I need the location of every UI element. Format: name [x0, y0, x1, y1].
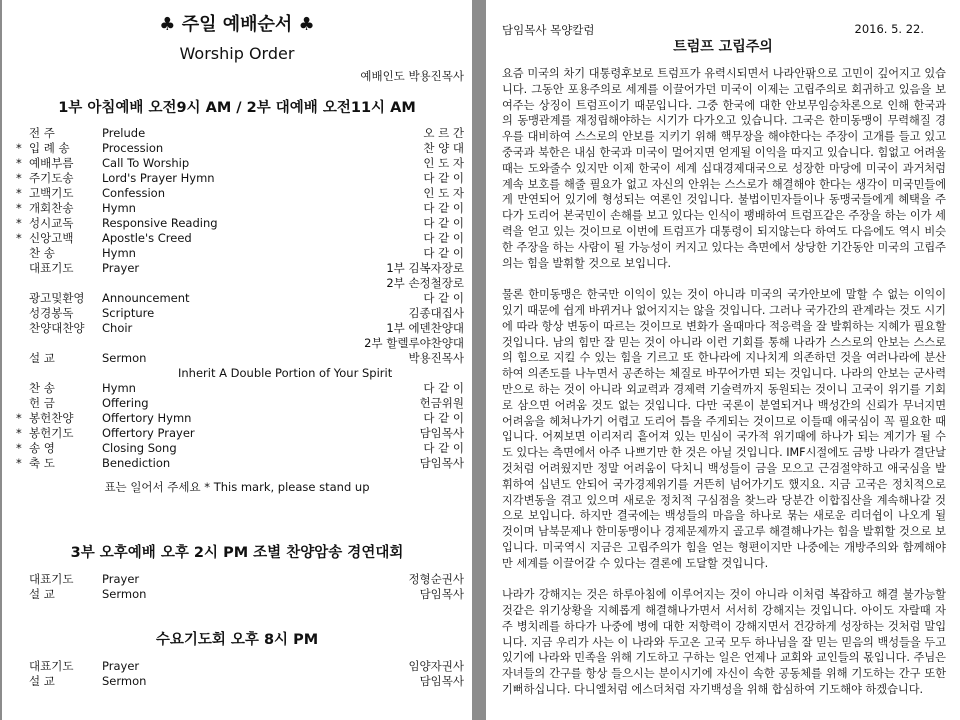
order-item	[2, 456, 472, 471]
order-item-leader: 임양자권사	[408, 659, 464, 673]
column-paragraph: 요즘 미국의 차기 대통령후보로 트럼프가 유력시되면서 나라안팎으로 고민이 깊어지고 있습니다. 그동안 포용주의로 세계를 이끌어가던 미국이 이제는 고립주의로 회귀하고 있음을 보여주는 상징이 트럼프이기 때문입니다. 그중 한국에 대한 안보무임승차론으로 인해 한국과의 동맹관계를 재정립해야하는 시기가 다가오고 있습니다. 그국은 한미동맹이 무력해질 경우를 대비하여 스스로의 안보를 지키기 위해 핵무장을 해야한다는 주장이 고개를 들고 있고 중국과 북한은 내심 한국과 미국이 멀어지면 얻게될 이익을 따지고 있습니다. 힘없고 어려울때는 도와줄수 있지만 이제 한국이 세계 십대경제대국으로 성장한 마당에 미국이 과거처럼 계속 보호를 해줄 필요가 없고 자신의 안위는 스스로가 해결해야 한다는 생각이 미국민들에게 만연되어 있기에 형성되는 여론인 것입니다. 불법이민자들이나 동맹국들에게 혜택을 주다가 도리어 본국민이 손해를 보고 있다는 인식이 팽배하여 트럼프같은 주장을 하는 이가 세력을 얻고 있는 것이므로 이번에 트럼프가 대통령이 되지않는다 하여도 다음에도 역시 비슷한 주장을 하는 사람이 될 가능성이 커지고 있다는 측면에서 상당한 기간동안 미국의 고립주의는 힘을 발휘할 것으로 보입니다.	[502, 67, 946, 270]
column-title: 트럼프 고립주의	[673, 39, 773, 55]
order-item-english-name: Prayer	[102, 659, 140, 673]
order-item	[2, 572, 472, 587]
order-item-korean-name: 성경봉독	[29, 306, 74, 320]
order-item-english-name: Hymn	[102, 201, 136, 215]
order-item-leader: 헌금위원	[419, 396, 464, 410]
order-item-leader: 인 도 자	[423, 186, 464, 200]
order-item-english-name: Closing Song	[102, 441, 177, 455]
stand-mark: *	[16, 186, 22, 200]
order-item	[2, 396, 472, 411]
order-item-english-name: Prayer	[102, 572, 140, 586]
order-item	[2, 441, 472, 456]
order-item-english-name: Announcement	[102, 291, 190, 305]
order-item-english-name: Apostle's Creed	[102, 231, 192, 245]
order-item-leader-second: 2부 할렐루야찬양대	[364, 336, 464, 350]
order-item	[2, 246, 472, 261]
order-item	[2, 216, 472, 231]
order-item	[2, 141, 472, 156]
order-item-korean-name: 대표기도	[29, 572, 74, 586]
sermon-english-title: Inherit A Double Portion of Your Spirit	[178, 366, 393, 380]
stand-mark: *	[16, 171, 22, 185]
stand-mark: *	[16, 411, 22, 425]
order-item-korean-name: 대표기도	[29, 261, 74, 275]
order-item-leader: 다 같 이	[423, 216, 464, 230]
column-header: 담임목사 목양칼럼	[502, 23, 595, 37]
order-item-leader: 담임목사	[419, 426, 464, 440]
stand-mark: *	[16, 426, 22, 440]
service4-heading: 수요기도회 오후 8시 PM	[155, 632, 319, 648]
order-item-english-name: Offertory Hymn	[102, 411, 192, 425]
order-item-leader: 박용진목사	[408, 351, 464, 365]
order-item-english-name: Responsive Reading	[102, 216, 218, 230]
order-item-leader: 다 같 이	[423, 291, 464, 305]
order-item-english-name: Prelude	[102, 126, 146, 140]
order-item-korean-name: 헌 금	[29, 396, 55, 410]
order-item	[2, 186, 472, 201]
worship-order-title: ♣ 주일 예배순서 ♣	[159, 14, 315, 35]
order-item-korean-name: 고백기도	[29, 186, 74, 200]
worship-leader-line: 예배인도 박용진목사	[360, 69, 464, 83]
order-item-leader: 1부 김복자장로	[386, 261, 464, 275]
order-item-english-name: Offering	[102, 396, 149, 410]
order-item	[2, 171, 472, 186]
order-item	[2, 126, 472, 141]
order-item-leader: 다 같 이	[423, 411, 464, 425]
column-paragraph: 물론 한미동맹은 한국만 이익이 있는 것이 아니라 미국의 국가안보에 말할 수 없는 이익이 있기 때문에 쉽게 바뀌거나 없어지지는 않을 것입니다. 그러나 국가간의 관계라는 것도 시기에 따라 항상 변동이 따르는 것이므로 변화가 올때마다 적응력을 잘 발휘하는 지혜가 필요할 것입니다. 남의 힘만 잘 믿는 것이 아니라 이런 기회를 통해 나라가 스스로의 안보는 스스로의 힘으로 지킬 수 있는 힘을 기르고 또 한나라에 지나치게 의존하던 것을 여러나라에 분산하여 의존도를 나누면서 공존하는 체질로 바꾸어가면 되는 것입니다. 나라의 안보는 군사력만으로 하는 것이 아니라 외교력과 경제력 기술력까지 동원되는 것이니 고국이 위기를 기회로 삼으면 어려움 것도 없는 것입니다. 다만 국론이 분열되거나 백성간의 신뢰가 무너지면 어려움을 헤쳐나가기 어렵고 도리어 틈을 주게되는 것이므로 이들때 애국심이 꼭 필요한 때입니다. 어찌보면 이리저리 흩어져 있는 민심이 국가적 위기때에 하나가 되는 계기가 될 수도 있다는 측면에서 아주 나쁘기만 한 것은 아닐 것입니다. IMF시절에도 금방 나라가 결단날 것처럼 어려웠지만 정말 어려움이 닥치니 백성들이 금을 모으고 근검절약하고 애국심을 발휘하여 십년도 안되어 국가경제위기를 거뜬히 넘어가기도 했지요. 지금 고국은 정치적으로 지각변동을 겪고 있으며 새로운 정치적 구심점을 찾느라 당분간 이합집산을 계속해나갈 것으로 보입니다. 하지만 결국에는 백성들의 마음을 하나로 묶는 새로운 리더쉽이 나오게 될 것이며 남북문제나 한미동맹이나 경제문제까지 골고루 해결해나가는 힘을 발휘할 것으로 보입니다. 미국역시 지금은 고립주의가 힘을 얻는 형편이지만 나중에는 개방주의와 함께해야만 세계를 이끌어갈 수 있다는 결론에 도달할 것입니다.	[502, 288, 946, 570]
order-item-leader: 다 같 이	[423, 231, 464, 245]
order-item-leader: 인 도 자	[423, 156, 464, 170]
order-item	[2, 674, 472, 689]
order-item-english-name: Confession	[102, 186, 165, 200]
order-item-leader: 다 같 이	[423, 171, 464, 185]
order-item-leader: 담임목사	[419, 587, 464, 601]
stand-mark: *	[16, 231, 22, 245]
order-item-korean-name: 입 례 송	[29, 141, 70, 155]
order-item-english-name: Hymn	[102, 246, 136, 260]
order-item-leader: 담임목사	[419, 456, 464, 470]
order-item-english-name: Lord's Prayer Hymn	[102, 171, 215, 185]
order-item-english-name: Choir	[102, 321, 133, 335]
worship-order-page	[2, 0, 472, 720]
order-item-korean-name: 축 도	[29, 456, 55, 470]
service4-order-list	[2, 659, 472, 689]
order-item-leader: 다 같 이	[423, 201, 464, 215]
order-item-leader: 정형순권사	[408, 572, 464, 586]
order-item	[2, 306, 472, 321]
order-item-korean-name: 주기도송	[29, 171, 74, 185]
order-item-korean-name: 봉헌기도	[29, 426, 74, 440]
order-item-korean-name: 봉헌찬양	[29, 411, 74, 425]
order-item	[2, 426, 472, 441]
order-item-leader: 찬 양 대	[423, 141, 464, 155]
order-item-korean-name: 성시교독	[29, 216, 74, 230]
stand-mark: *	[16, 156, 22, 170]
order-item-korean-name: 대표기도	[29, 659, 74, 673]
service3-order-list	[2, 572, 472, 602]
column-body	[502, 66, 946, 714]
order-item	[2, 321, 472, 351]
stand-mark: *	[16, 441, 22, 455]
order-item	[2, 351, 472, 381]
order-item-korean-name: 광고및환영	[29, 291, 85, 305]
column-paragraph: 나라가 강해지는 것은 하루아침에 이루어지는 것이 아니라 이처럼 복잡하고 해결 불가능할 것같은 위기상황을 지혜롭게 해결해나가면서 서서히 강해지는 것입니다. 아이도 자랄때 자주 병치레를 하다가 나중에 병에 대한 저항력이 강해지면서 건강하게 성장하는 것처럼 말입니다. 지금 우리가 사는 이 나라와 두고온 고국 모두 하나님을 잘 믿는 믿음의 백성들을 두고 있기에 나라와 민족을 위해 기도하고 구하는 일은 언제나 교회와 교인들의 몫입니다. 주님은 자녀들의 간구를 항상 들으시는 분이시기에 자신이 속한 공동체를 위해 기도하는 간구 또한 기뻐하십니다. 다니엘처럼 에스더처럼 자기백성을 위해 합심하여 기도해야 하겠습니다.	[502, 588, 946, 697]
stand-mark: *	[16, 456, 22, 470]
order-item-leader: 다 같 이	[423, 381, 464, 395]
order-item-korean-name: 신앙고백	[29, 231, 74, 245]
order-item-leader: 다 같 이	[423, 246, 464, 260]
order-item-korean-name: 개회찬송	[29, 201, 74, 215]
order-item-english-name: Hymn	[102, 381, 136, 395]
order-item	[2, 231, 472, 246]
order-item-korean-name: 찬양대찬양	[29, 321, 85, 335]
order-item-english-name: Procession	[102, 141, 164, 155]
stand-mark: *	[16, 216, 22, 230]
order-item-leader: 김종대집사	[408, 306, 464, 320]
order-item	[2, 381, 472, 396]
order-item	[2, 291, 472, 306]
order-item-korean-name: 찬 송	[29, 246, 55, 260]
order-item	[2, 156, 472, 171]
order-item-english-name: Sermon	[102, 351, 147, 365]
order-item-english-name: Scripture	[102, 306, 155, 320]
order-item-english-name: Benediction	[102, 456, 171, 470]
worship-order-subtitle: Worship Order	[179, 44, 295, 63]
column-date: 2016. 5. 22.	[854, 22, 924, 36]
order-item	[2, 201, 472, 216]
order-item	[2, 659, 472, 674]
order-item-leader: 오 르 간	[423, 126, 464, 140]
order-item-leader: 다 같 이	[423, 441, 464, 455]
service3-heading: 3부 오후예배 오후 2시 PM 조별 찬양암송 경연대회	[70, 545, 404, 561]
order-item	[2, 587, 472, 602]
order-item-english-name: Offertory Prayer	[102, 426, 195, 440]
order-item-leader: 1부 에덴찬양대	[386, 321, 464, 335]
service1-order-list	[2, 126, 472, 471]
stand-mark: *	[16, 201, 22, 215]
stand-mark: *	[16, 141, 22, 155]
order-item-leader-second: 2부 손정철장로	[386, 276, 464, 290]
order-item-korean-name: 송 영	[29, 441, 55, 455]
service1-heading: 1부 아침예배 오전9시 AM / 2부 대예배 오전11시 AM	[58, 100, 416, 116]
order-item-english-name: Sermon	[102, 674, 147, 688]
order-item-korean-name: 설 교	[29, 674, 55, 688]
order-item-english-name: Call To Worship	[102, 156, 190, 170]
stand-up-note: 표는 일어서 주세요 * This mark, please stand up	[104, 480, 370, 494]
order-item-leader: 담임목사	[419, 674, 464, 688]
order-item-korean-name: 찬 송	[29, 381, 55, 395]
order-item-english-name: Sermon	[102, 587, 147, 601]
order-item-korean-name: 설 교	[29, 587, 55, 601]
order-item	[2, 261, 472, 291]
order-item	[2, 411, 472, 426]
order-item-korean-name: 전 주	[29, 126, 55, 140]
order-item-korean-name: 설 교	[29, 351, 55, 365]
order-item-korean-name: 예배부름	[29, 156, 74, 170]
pastor-column-page	[486, 0, 960, 720]
order-item-english-name: Prayer	[102, 261, 140, 275]
